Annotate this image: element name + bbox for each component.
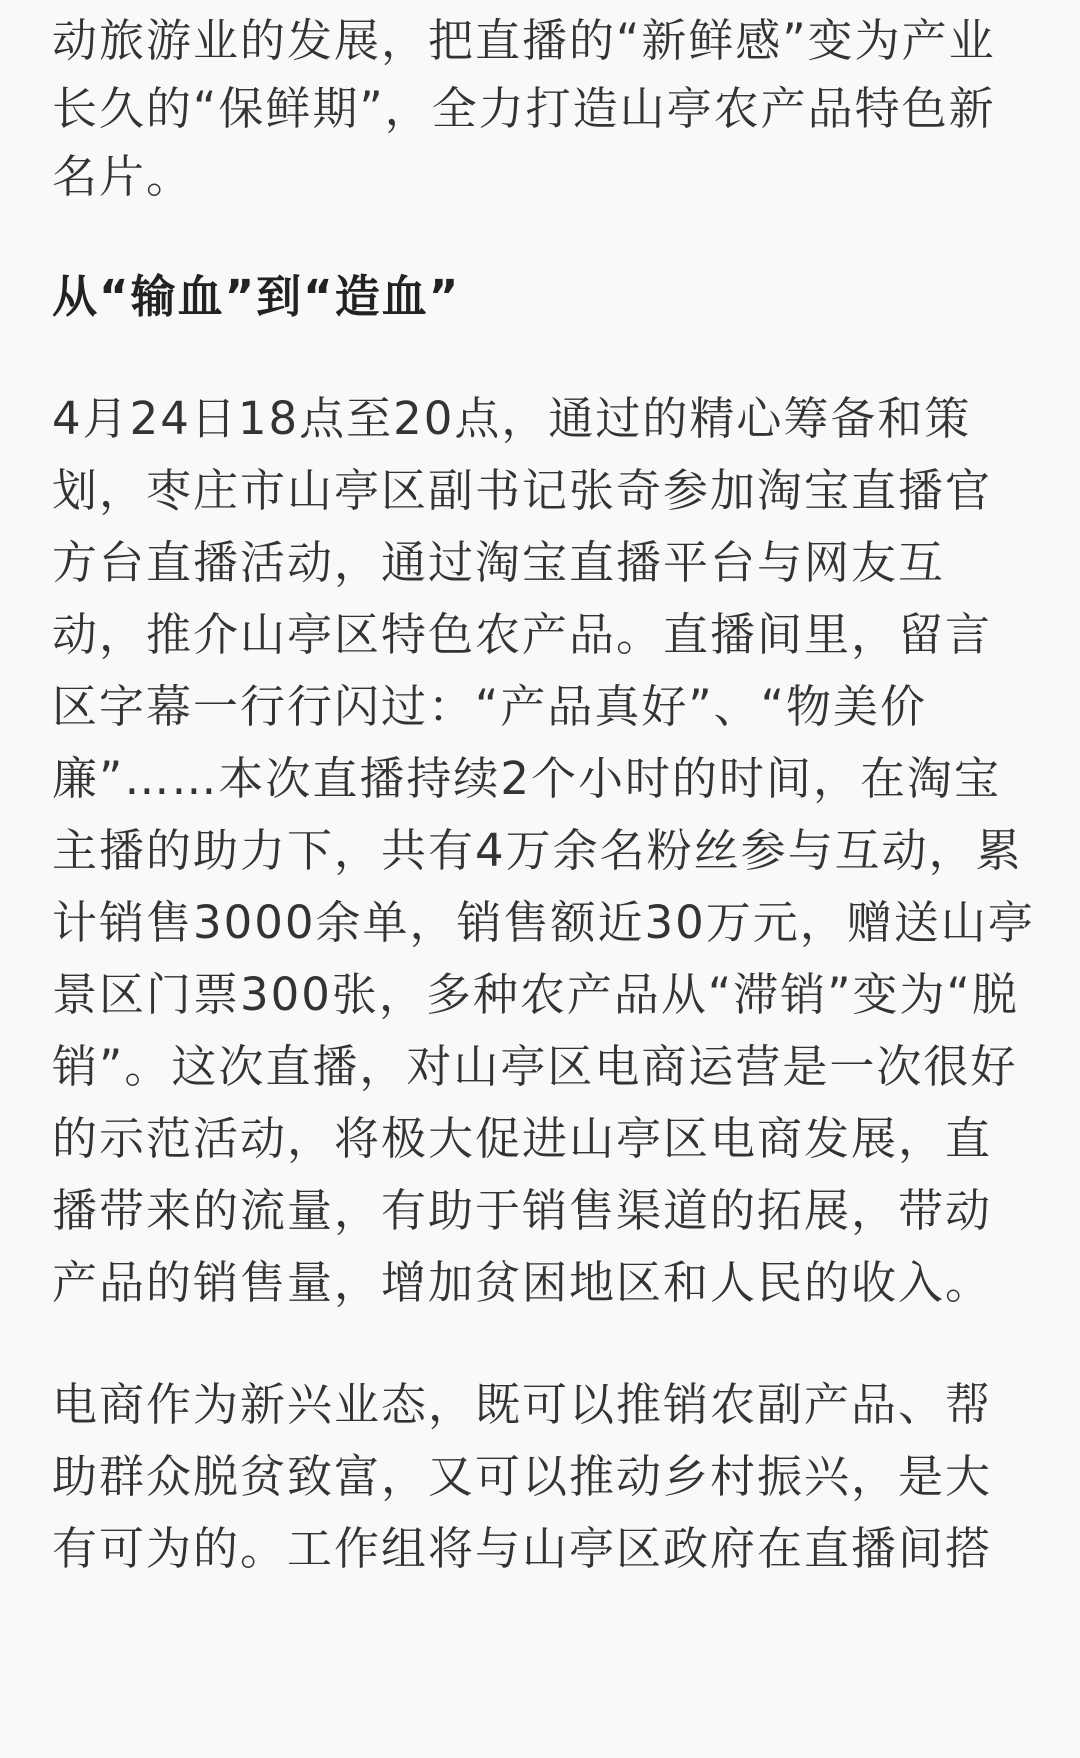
paragraph-2-line-9: 景区门票300张，多种农产品从“滞销”变为“脱 — [52, 968, 1019, 1021]
paragraph-2-line-1: 4月24日18点至20点，通过的精心筹备和策 — [52, 392, 972, 445]
paragraph-2-line-5: 区字幕一行行闪过：“产品真好”、“物美价 — [52, 680, 927, 733]
paragraph-1-line-2: 长久的“保鲜期”，全力打造山亭农产品特色新 — [52, 82, 996, 135]
paragraph-2-line-2: 划，枣庄市山亭区副书记张奇参加淘宝直播官 — [52, 464, 993, 517]
paragraph-2-line-12: 播带来的流量，有助于销售渠道的拓展，带动 — [52, 1184, 993, 1237]
paragraph-3-line-2: 助群众脱贫致富，又可以推动乡村振兴，是大 — [52, 1450, 993, 1503]
paragraph-3-line-1: 电商作为新兴业态，既可以推销农副产品、帮 — [52, 1378, 993, 1431]
paragraph-1-line-1: 动旅游业的发展，把直播的“新鲜感”变为产业 — [52, 14, 996, 67]
paragraph-2-line-13: 产品的销售量，增加贫困地区和人民的收入。 — [52, 1256, 993, 1309]
paragraph-2-line-11: 的示范活动，将极大促进山亭区电商发展，直 — [52, 1112, 993, 1165]
paragraph-2-line-4: 动，推介山亭区特色农产品。直播间里，留言 — [52, 608, 993, 661]
paragraph-2-line-10: 销”。这次直播，对山亭区电商运营是一次很好 — [52, 1040, 1018, 1093]
paragraph-1-line-3: 名片。 — [52, 150, 194, 203]
paragraph-2-line-3: 方台直播活动，通过淘宝直播平台与网友互 — [52, 536, 946, 589]
section-heading: 从“输血”到“造血” — [52, 270, 461, 323]
paragraph-2-line-8: 计销售3000余单，销售额近30万元，赠送山亭 — [52, 896, 1035, 949]
paragraph-2-line-7: 主播的助力下，共有4万余名粉丝参与互动，累 — [52, 824, 1023, 877]
paragraph-2-line-6: 廉”……本次直播持续2个小时的时间，在淘宝 — [52, 752, 1001, 805]
paragraph-3-line-3: 有可为的。工作组将与山亭区政府在直播间搭 — [52, 1522, 993, 1575]
